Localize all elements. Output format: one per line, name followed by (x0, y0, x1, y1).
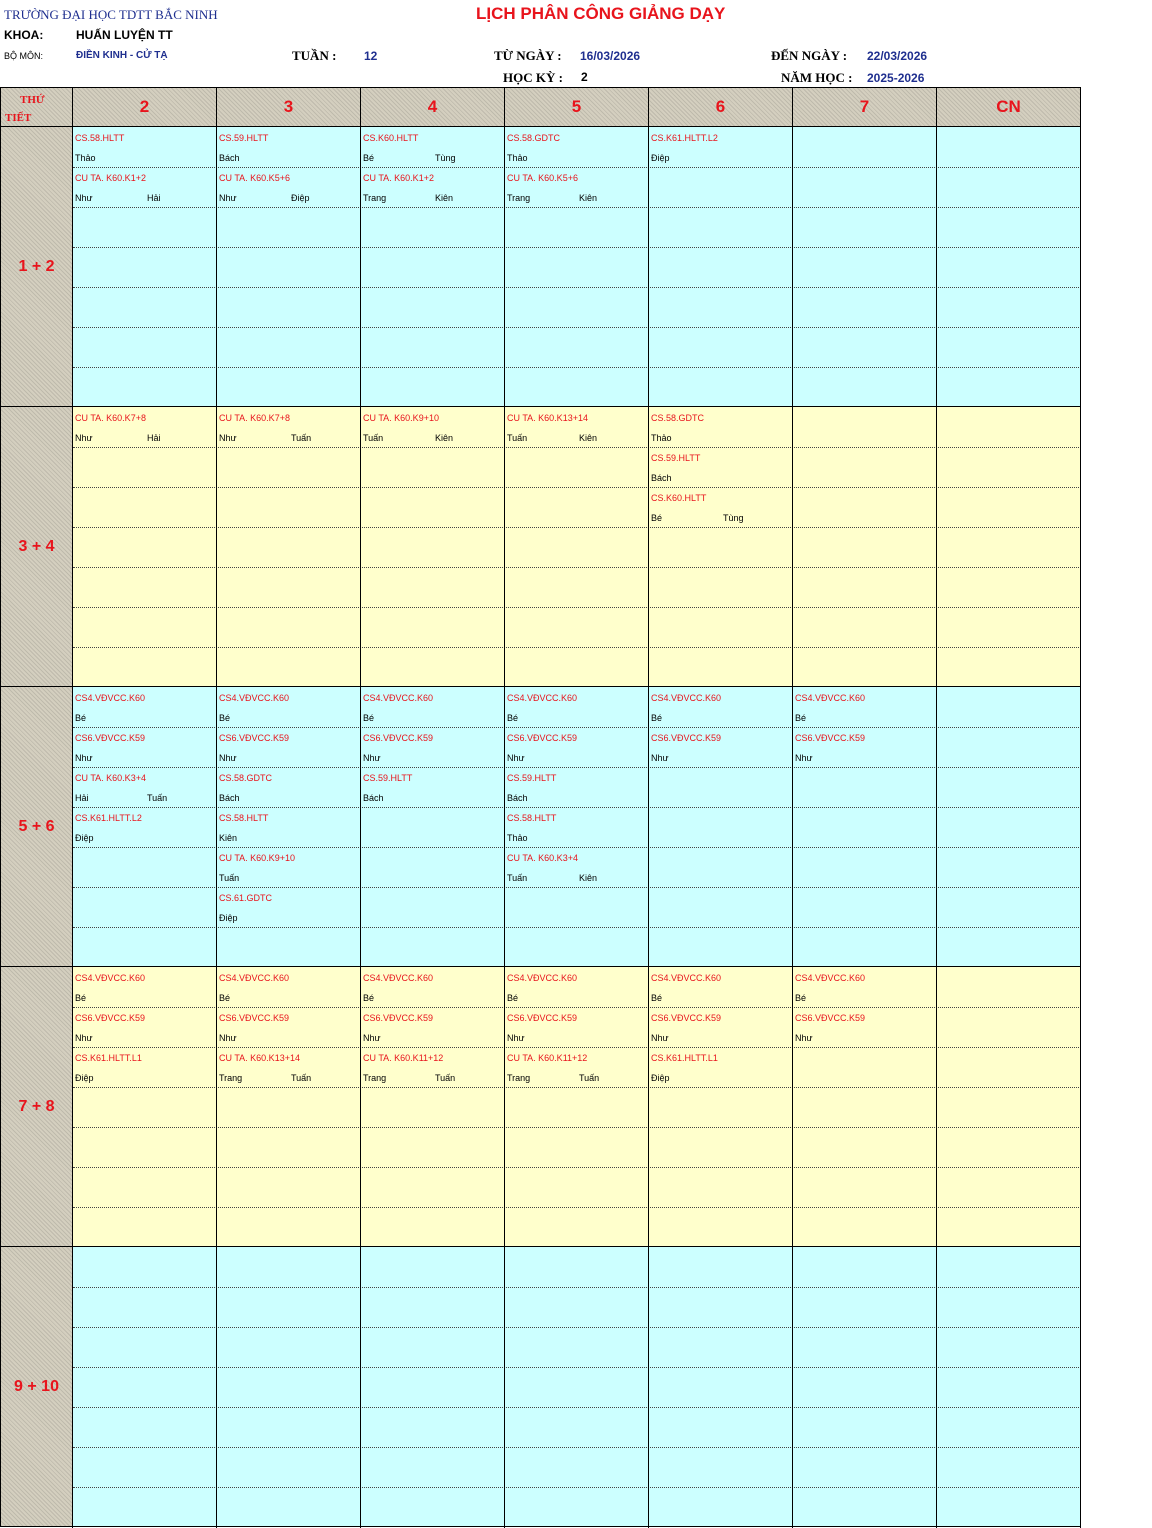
teacher-name: Như (75, 753, 93, 763)
teacher-name-2: Kiên (579, 873, 598, 883)
schedule-entry[interactable] (505, 407, 648, 447)
day-header: 2 (73, 87, 217, 127)
teacher-name: Như (75, 193, 93, 203)
khoa-label: KHOA: (4, 28, 44, 42)
class-code: CS.59.HLTT (507, 773, 557, 783)
teacher-name: Bé (75, 713, 87, 723)
schedule-entry[interactable] (361, 407, 504, 447)
schedule-entry[interactable] (649, 487, 792, 527)
teacher-name: Như (219, 753, 237, 763)
teacher-name-2: Hải (147, 193, 161, 203)
column-divider (1080, 127, 1081, 1528)
schedule-entry[interactable] (73, 127, 216, 167)
class-code: CS.58.GDTC (219, 773, 273, 783)
class-code: CS6.VĐVCC.K59 (507, 1013, 578, 1023)
class-code: CS.61.GDTC (219, 893, 273, 903)
class-code: CS6.VĐVCC.K59 (795, 1013, 866, 1023)
class-code: CU TA. K60.K11+12 (363, 1053, 444, 1063)
class-code: CS.59.HLTT (219, 133, 269, 143)
teacher-name-2: Tuấn (291, 1073, 312, 1083)
teacher-name: Bé (651, 513, 663, 523)
day-header: 3 (217, 87, 361, 127)
schedule-entry[interactable] (505, 1007, 648, 1047)
row-divider (73, 207, 1081, 208)
teacher-name: Như (363, 753, 381, 763)
row-divider (73, 447, 1081, 448)
teacher-name: Bách (219, 793, 240, 803)
teacher-name: Kiên (219, 833, 238, 843)
schedule-entry[interactable] (217, 1007, 360, 1047)
column-divider (936, 127, 937, 1528)
class-code: CS4.VĐVCC.K60 (507, 693, 578, 703)
teacher-name: Trang (363, 1073, 387, 1083)
class-code: CU TA. K60.K7+8 (219, 413, 290, 423)
teacher-name: Như (507, 1033, 525, 1043)
row-divider (73, 1087, 1081, 1088)
teacher-name: Bé (219, 993, 231, 1003)
class-code: CS.K61.HLTT.L2 (651, 133, 718, 143)
class-code: CS.58.HLTT (219, 813, 269, 823)
period-divider (73, 1526, 1081, 1527)
day-header: 4 (361, 87, 505, 127)
schedule-entry[interactable] (73, 727, 216, 767)
schedule-grid (0, 87, 1081, 1528)
schedule-entry[interactable] (73, 407, 216, 447)
teacher-name-2: Tuấn (147, 793, 168, 803)
khoa-value: HUẤN LUYỆN TT (76, 28, 173, 42)
schedule-entry[interactable] (73, 967, 216, 1007)
schedule-entry[interactable] (649, 967, 792, 1007)
class-code: CS4.VĐVCC.K60 (363, 973, 434, 983)
teacher-name: Bé (651, 713, 663, 723)
teacher-name: Bé (75, 993, 87, 1003)
schedule-entry[interactable] (361, 727, 504, 767)
day-header: CN (937, 87, 1081, 127)
period-label: 3 + 4 (0, 407, 73, 687)
schedule-entry[interactable] (793, 967, 936, 1007)
class-code: CS4.VĐVCC.K60 (795, 693, 866, 703)
schedule-entry[interactable] (505, 167, 648, 207)
column-divider (648, 127, 649, 1528)
schedule-entry[interactable] (649, 687, 792, 727)
teacher-name: Như (651, 753, 669, 763)
period-label: 5 + 6 (0, 687, 73, 967)
row-divider (73, 527, 1081, 528)
row-divider (73, 1447, 1081, 1448)
schedule-entry[interactable] (793, 727, 936, 767)
row-divider (73, 567, 1081, 568)
class-code: CS4.VĐVCC.K60 (75, 693, 146, 703)
teacher-name-2: Kiên (579, 193, 598, 203)
class-code: CS6.VĐVCC.K59 (507, 733, 578, 743)
schedule-entry[interactable] (361, 967, 504, 1007)
schedule-entry[interactable] (505, 127, 648, 167)
teacher-name: Bé (363, 713, 375, 723)
bomon-label: BỘ MÔN: (4, 51, 44, 61)
class-code: CU TA. K60.K13+14 (507, 413, 588, 423)
school-name: TRƯỜNG ĐẠI HỌC TDTT BẮC NINH (4, 7, 218, 22)
column-divider (792, 127, 793, 1528)
class-code: CS4.VĐVCC.K60 (75, 973, 146, 983)
row-divider (73, 1207, 1081, 1208)
teacher-name: Như (219, 1033, 237, 1043)
hocky-value: 2 (581, 70, 588, 84)
class-code: CU TA. K60.K3+4 (75, 773, 146, 783)
class-code: CU TA. K60.K1+2 (363, 173, 434, 183)
class-code: CU TA. K60.K7+8 (75, 413, 146, 423)
tungay-value: 16/03/2026 (580, 49, 641, 63)
class-code: CS4.VĐVCC.K60 (651, 973, 722, 983)
teacher-name: Tuấn (507, 873, 528, 883)
column-divider (360, 127, 361, 1528)
class-code: CS4.VĐVCC.K60 (219, 693, 290, 703)
class-code: CS.K60.HLTT (363, 133, 419, 143)
schedule-entry[interactable] (217, 687, 360, 727)
class-code: CS4.VĐVCC.K60 (795, 973, 866, 983)
class-code: CU TA. K60.K3+4 (507, 853, 578, 863)
schedule-entry[interactable] (505, 967, 648, 1007)
schedule-entry[interactable] (217, 767, 360, 807)
schedule-entry[interactable] (217, 967, 360, 1007)
schedule-entry[interactable] (73, 1007, 216, 1047)
corner-thu-label: THỨ (20, 94, 45, 106)
teacher-name: Như (75, 433, 93, 443)
schedule-entry[interactable] (217, 167, 360, 207)
schedule-entry[interactable] (649, 727, 792, 767)
class-code: CS.59.HLTT (363, 773, 413, 783)
class-code: CS4.VĐVCC.K60 (507, 973, 578, 983)
teacher-name-2: Tùng (723, 513, 744, 523)
teacher-name: Bách (507, 793, 528, 803)
teacher-name: Như (651, 1033, 669, 1043)
class-code: CS.K60.HLTT (651, 493, 707, 503)
teacher-name: Trang (363, 193, 387, 203)
schedule-entry[interactable] (217, 127, 360, 167)
teacher-name: Như (219, 433, 237, 443)
class-code: CU TA. K60.K9+10 (219, 853, 295, 863)
teacher-name: Bách (651, 473, 672, 483)
period-band (73, 407, 1081, 687)
class-code: CS.59.HLTT (651, 453, 701, 463)
schedule-entry[interactable] (361, 127, 504, 167)
schedule-entry[interactable] (649, 1047, 792, 1087)
teacher-name: Trang (507, 193, 531, 203)
row-divider (73, 1167, 1081, 1168)
class-code: CS4.VĐVCC.K60 (219, 973, 290, 983)
schedule-entry[interactable] (217, 887, 360, 927)
teacher-name: Điệp (651, 153, 670, 163)
period-band (73, 1247, 1081, 1527)
teacher-name: Tuấn (219, 873, 240, 883)
tuan-label: TUẦN : (292, 48, 337, 63)
tungay-label: TỪ NGÀY : (494, 48, 562, 63)
schedule-entry[interactable] (505, 807, 648, 847)
row-divider (73, 927, 1081, 928)
teacher-name: Bách (219, 153, 240, 163)
row-divider (73, 1287, 1081, 1288)
row-divider (73, 1327, 1081, 1328)
teacher-name: Bé (795, 993, 807, 1003)
class-code: CS6.VĐVCC.K59 (363, 733, 434, 743)
teacher-name: Hải (75, 793, 89, 803)
schedule-entry[interactable] (217, 847, 360, 887)
hocky-label: HỌC KỲ : (503, 70, 563, 85)
corner-header (0, 87, 73, 127)
day-header: 6 (649, 87, 793, 127)
schedule-entry[interactable] (793, 687, 936, 727)
class-code: CS.K61.HLTT.L1 (651, 1053, 718, 1063)
class-code: CS.K61.HLTT.L1 (75, 1053, 142, 1063)
row-divider (73, 1127, 1081, 1128)
teacher-name: Bách (363, 793, 384, 803)
schedule-entry[interactable] (73, 767, 216, 807)
schedule-entry[interactable] (505, 847, 648, 887)
teacher-name: Bé (651, 993, 663, 1003)
period-label: 1 + 2 (0, 127, 73, 407)
schedule-entry[interactable] (73, 167, 216, 207)
teacher-name: Trang (219, 1073, 243, 1083)
schedule-entry[interactable] (505, 1047, 648, 1087)
schedule-entry[interactable] (361, 767, 504, 807)
class-code: CS6.VĐVCC.K59 (795, 733, 866, 743)
class-code: CU TA. K60.K9+10 (363, 413, 439, 423)
teacher-name: Điệp (75, 833, 94, 843)
class-code: CU TA. K60.K13+14 (219, 1053, 300, 1063)
teacher-name: Như (219, 193, 237, 203)
schedule-entry[interactable] (361, 687, 504, 727)
class-code: CS6.VĐVCC.K59 (651, 1013, 722, 1023)
period-divider (73, 1246, 1081, 1247)
period-label: 7 + 8 (0, 967, 73, 1247)
teacher-name: Tuấn (363, 433, 384, 443)
schedule-entry[interactable] (217, 407, 360, 447)
teacher-name-2: Điệp (291, 193, 310, 203)
class-code: CS.58.GDTC (651, 413, 705, 423)
teacher-name: Bé (507, 993, 519, 1003)
page-title: LỊCH PHÂN CÔNG GIẢNG DẠY (476, 4, 726, 23)
schedule-entry[interactable] (217, 1047, 360, 1087)
period-label: 9 + 10 (0, 1247, 73, 1527)
teacher-name: Như (75, 1033, 93, 1043)
teacher-name-2: Tuấn (579, 1073, 600, 1083)
class-code: CS.K61.HLTT.L2 (75, 813, 142, 823)
day-header: 5 (505, 87, 649, 127)
schedule-entry[interactable] (505, 727, 648, 767)
day-header: 7 (793, 87, 937, 127)
teacher-name-2: Tuấn (435, 1073, 456, 1083)
tuan-value: 12 (364, 49, 378, 63)
teacher-name: Thảo (507, 833, 528, 843)
teacher-name: Bé (363, 993, 375, 1003)
schedule-entry[interactable] (505, 767, 648, 807)
namhoc-value: 2025-2026 (867, 71, 925, 85)
teacher-name: Điệp (219, 913, 238, 923)
class-code: CS6.VĐVCC.K59 (363, 1013, 434, 1023)
teacher-name: Thảo (507, 153, 528, 163)
teacher-name: Như (363, 1033, 381, 1043)
schedule-entry[interactable] (649, 1007, 792, 1047)
teacher-name: Bé (219, 713, 231, 723)
teacher-name: Như (507, 753, 525, 763)
class-code: CS4.VĐVCC.K60 (363, 693, 434, 703)
schedule-entry[interactable] (73, 687, 216, 727)
teacher-name-2: Kiên (435, 433, 454, 443)
teacher-name: Bé (507, 713, 519, 723)
teacher-name-2: Kiên (435, 193, 454, 203)
row-divider (73, 487, 1081, 488)
teacher-name: Như (795, 753, 813, 763)
schedule-entry[interactable] (73, 1047, 216, 1087)
teacher-name: Như (795, 1033, 813, 1043)
schedule-entry[interactable] (217, 727, 360, 767)
class-code: CU TA. K60.K11+12 (507, 1053, 588, 1063)
teacher-name-2: Hải (147, 433, 161, 443)
row-divider (73, 287, 1081, 288)
schedule-entry[interactable] (361, 1007, 504, 1047)
teacher-name-2: Kiên (579, 433, 598, 443)
schedule-entry[interactable] (793, 1007, 936, 1047)
row-divider (73, 647, 1081, 648)
class-code: CS6.VĐVCC.K59 (219, 733, 290, 743)
class-code: CU TA. K60.K1+2 (75, 173, 146, 183)
class-code: CS.58.HLTT (75, 133, 125, 143)
denngay-value: 22/03/2026 (867, 49, 928, 63)
corner-tiet-label: TIẾT (5, 112, 32, 124)
class-code: CS6.VĐVCC.K59 (651, 733, 722, 743)
class-code: CS6.VĐVCC.K59 (75, 733, 146, 743)
row-divider (73, 1487, 1081, 1488)
schedule-entry[interactable] (505, 687, 648, 727)
row-divider (73, 607, 1081, 608)
namhoc-label: NĂM HỌC : (781, 70, 853, 85)
teacher-name: Điệp (75, 1073, 94, 1083)
row-divider (73, 1367, 1081, 1368)
denngay-label: ĐẾN NGÀY : (771, 48, 848, 63)
bomon-value: ĐIỀN KINH - CỬ TẠ (76, 50, 168, 61)
schedule-entry[interactable] (361, 1047, 504, 1087)
teacher-name: Trang (507, 1073, 531, 1083)
row-divider (73, 1407, 1081, 1408)
schedule-entry[interactable] (73, 807, 216, 847)
teacher-name: Tuấn (507, 433, 528, 443)
teacher-name: Bé (795, 713, 807, 723)
row-divider (73, 247, 1081, 248)
schedule-entry[interactable] (649, 127, 792, 167)
row-divider (73, 327, 1081, 328)
row-divider (73, 367, 1081, 368)
schedule-entry[interactable] (649, 447, 792, 487)
class-code: CU TA. K60.K5+6 (507, 173, 578, 183)
schedule-entry[interactable] (361, 167, 504, 207)
teacher-name: Điệp (651, 1073, 670, 1083)
class-code: CS.58.HLTT (507, 813, 557, 823)
teacher-name: Thảo (651, 433, 672, 443)
class-code: CS6.VĐVCC.K59 (75, 1013, 146, 1023)
schedule-entry[interactable] (217, 807, 360, 847)
teacher-name-2: Tuấn (291, 433, 312, 443)
teacher-name: Bé (363, 153, 375, 163)
teacher-name-2: Tùng (435, 153, 456, 163)
schedule-entry[interactable] (649, 407, 792, 447)
class-code: CS.58.GDTC (507, 133, 561, 143)
class-code: CS6.VĐVCC.K59 (219, 1013, 290, 1023)
class-code: CU TA. K60.K5+6 (219, 173, 290, 183)
class-code: CS4.VĐVCC.K60 (651, 693, 722, 703)
teacher-name: Thảo (75, 153, 96, 163)
